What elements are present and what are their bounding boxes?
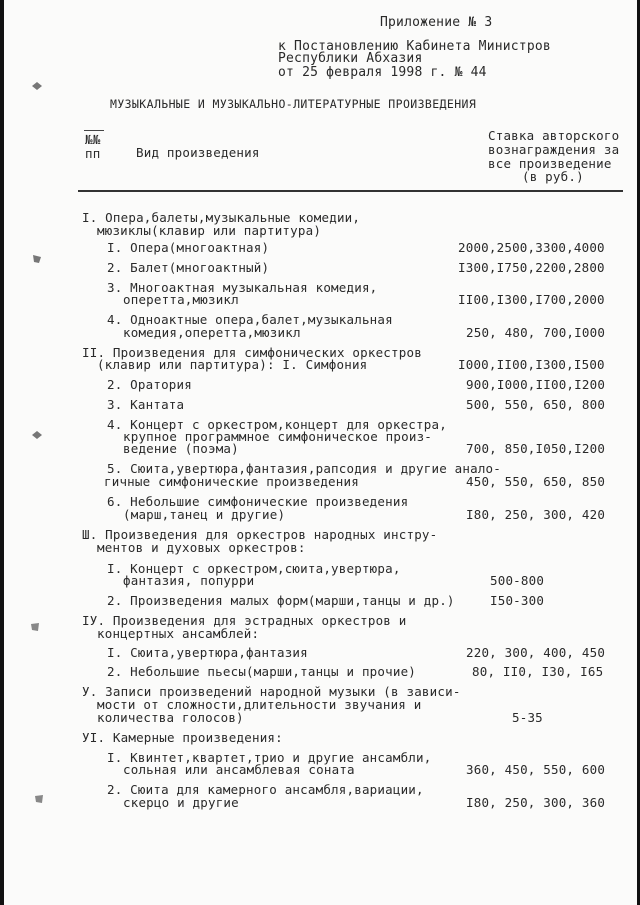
item-1-4-cont: комедия,оперетта,мюзикл — [123, 325, 301, 340]
section-1-heading-cont: мюзиклы(клавир или партитура) — [97, 223, 322, 238]
section-5-heading-cont: мости от сложности,длительности звучания и — [97, 697, 422, 712]
appendix-date: от 25 февраля 1998 г. № 44 — [278, 65, 487, 80]
item-1-3-rate: II00,I300,I700,2000 — [458, 292, 605, 307]
header-top-rule — [84, 130, 104, 131]
item-2-2-rate: 900,I000,II00,I200 — [466, 377, 606, 392]
section-3-heading: Ш. Произведения для оркестров народных инстру- — [82, 527, 438, 542]
header-bottom-rule — [78, 190, 623, 192]
section-3-heading-cont: ментов и духовых оркестров: — [97, 540, 306, 555]
section-6-heading: УI. Камерные произведения: — [82, 730, 283, 745]
item-4-1-rate: 220, 300, 400, 450 — [466, 645, 606, 660]
appendix-number: Приложение № 3 — [380, 15, 493, 30]
item-6-2: 2. Сюита для камерного ансамбля,вариации, — [107, 782, 424, 797]
item-2-4-cont2: ведение (поэма) — [123, 441, 239, 456]
section-4-heading: IУ. Произведения для эстрадных оркестров и — [82, 613, 407, 628]
item-2-6-rate: I80, 250, 300, 420 — [466, 507, 606, 522]
item-6-1-rate: 360, 450, 550, 600 — [466, 762, 606, 777]
section-2-heading: II. Произведения для симфонических оркестров — [82, 345, 422, 360]
item-2-4-cont: крупное программное симфоническое произ- — [123, 429, 433, 444]
punch-hole-mark-icon — [30, 80, 44, 92]
item-1-4: 4. Одноактные опера,балет,музыкальная — [107, 312, 393, 327]
item-1-3: 3. Многоактная музыкальная комедия, — [107, 280, 378, 295]
item-2-3: 3. Кантата — [107, 397, 185, 412]
item-6-2-cont: скерцо и другие — [123, 795, 239, 810]
item-2-5-cont: гичные симфонические произведения — [104, 474, 359, 489]
header-rate-col-2: вознаграждения за — [488, 142, 620, 157]
item-3-2-rate: I50-300 — [490, 593, 545, 608]
item-1-3-cont: оперетта,мюзикл — [123, 292, 239, 307]
item-2-4: 4. Концерт с оркестром,концерт для оркестра, — [107, 417, 447, 432]
section-5-rate: 5-35 — [512, 710, 543, 725]
item-3-1-rate: 500-800 — [490, 573, 545, 588]
item-2-3-rate: 500, 550, 650, 800 — [466, 397, 606, 412]
header-number-col: №№ — [85, 132, 101, 147]
item-2-5-rate: 450, 550, 650, 850 — [466, 474, 606, 489]
section-1-heading: I. Опера,балеты,музыкальные комедии, — [82, 210, 361, 225]
item-6-1: I. Квинтет,квартет,трио и другие ансамбли, — [107, 750, 432, 765]
item-2-4-rate: 700, 850,I050,I200 — [466, 441, 606, 456]
header-rate-col-1: Ставка авторского — [488, 128, 620, 143]
item-4-2: 2. Небольшие пьесы(марши,танцы и прочие) — [107, 664, 417, 679]
punch-hole-mark-icon — [30, 252, 44, 266]
item-6-2-rate: I80, 250, 300, 360 — [466, 795, 606, 810]
item-4-1: I. Сюита,увертюра,фантазия — [107, 645, 308, 660]
item-2-1-rate: I000,II00,I300,I500 — [458, 357, 605, 372]
item-3-2: 2. Произведения малых форм(марши,танцы и др.) — [107, 593, 455, 608]
item-2-6-cont: (марш,танец и другие) — [123, 507, 286, 522]
header-rate-col-4: (в руб.) — [522, 169, 584, 184]
punch-hole-mark-icon — [30, 428, 44, 442]
item-2-2: 2. Оратория — [107, 377, 192, 392]
item-3-1: I. Концерт с оркестром,сюита,увертюра, — [107, 561, 401, 576]
item-2-5: 5. Сюита,увертюра,фантазия,рапсодия и другие анало- — [107, 461, 502, 476]
item-3-1-cont: фантазия, попурри — [123, 573, 255, 588]
section-4-heading-cont: концертных ансамблей: — [97, 626, 260, 641]
appendix-republic: Республики Абхазия — [278, 51, 423, 66]
section-5-heading-cont2: количества голосов) — [97, 710, 244, 725]
scan-edge-left — [0, 0, 4, 905]
header-kind-col: Вид произведения — [136, 145, 260, 160]
item-1-2-rate: I300,I750,2200,2800 — [458, 260, 605, 275]
item-1-2: 2. Балет(многоактный) — [107, 260, 270, 275]
item-1-4-rate: 250, 480, 700,I000 — [466, 325, 606, 340]
punch-hole-mark-icon — [32, 792, 46, 806]
punch-hole-mark-icon — [28, 620, 42, 634]
header-rate-col-3: все произведение — [488, 156, 612, 171]
item-1-1: I. Опера(многоактная) — [107, 240, 270, 255]
item-1-1-rate: 2000,2500,3300,4000 — [458, 240, 605, 255]
item-6-1-cont: сольная или ансамблевая соната — [123, 762, 355, 777]
header-number-col-pp: пп — [85, 146, 101, 161]
item-4-2-rate: 80, II0, I30, I65 — [472, 664, 604, 679]
section-5-heading: У. Записи произведений народной музыки (в зависи- — [82, 684, 461, 699]
document-title: МУЗЫКАЛЬНЫЕ И МУЗЫКАЛЬНО-ЛИТЕРАТУРНЫЕ ПРОИЗВЕДЕНИЯ — [110, 97, 477, 111]
appendix-resolution: к Постановлению Кабинета Министров — [278, 39, 551, 54]
section-2-heading-cont: (клавир или партитура): I. Симфония — [97, 357, 368, 372]
item-2-6: 6. Небольшие симфонические произведения — [107, 494, 409, 509]
